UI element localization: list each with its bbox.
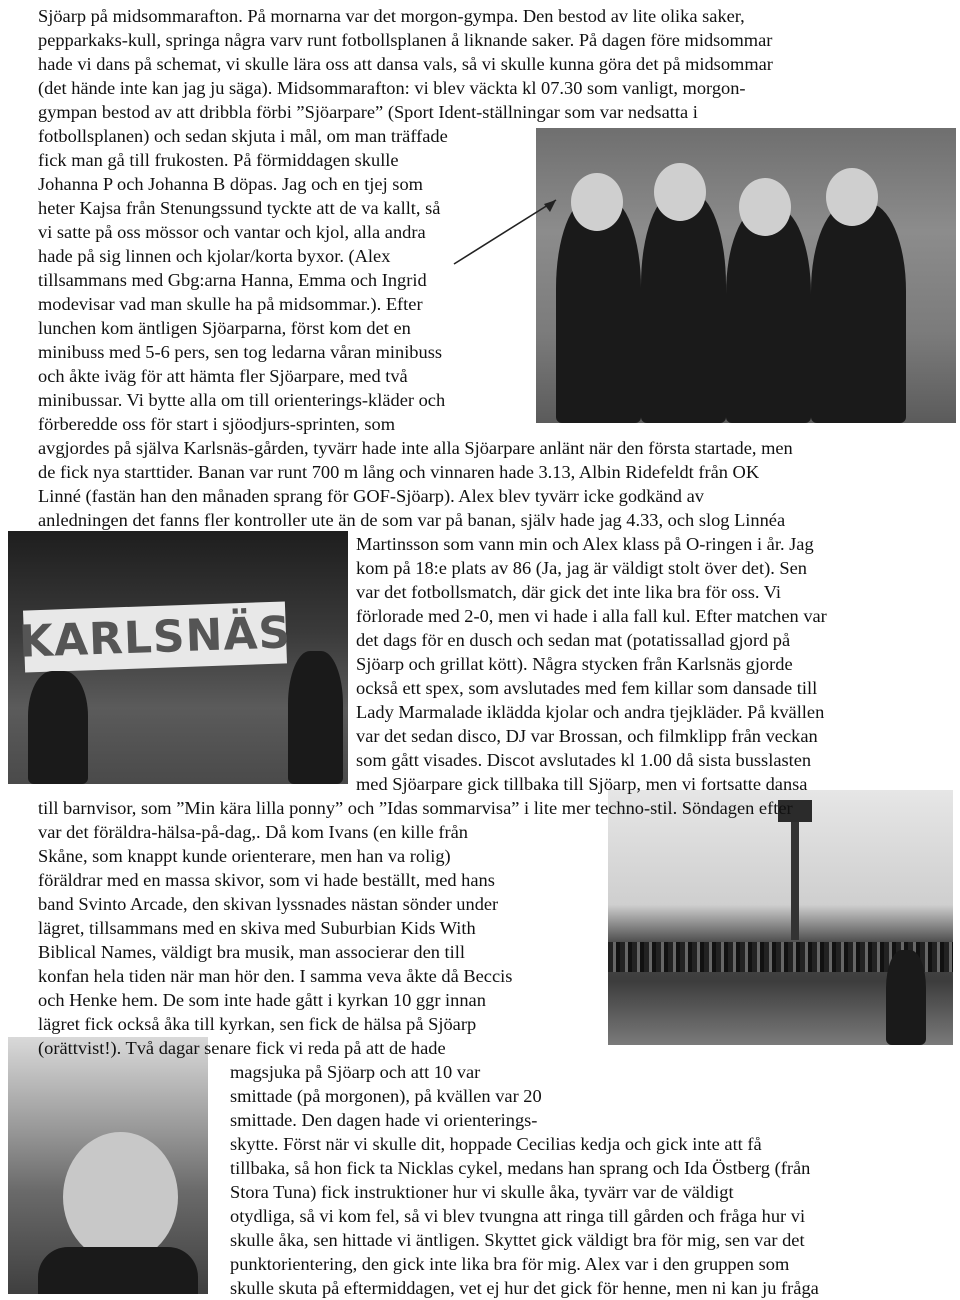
text-line: skulle skuta på eftermiddagen, vet ej hur det gick för henne, men ni kan ju fråga <box>230 1278 819 1298</box>
text-line: Martinsson som vann min och Alex klass på O-ringen i år. Jag <box>356 534 814 554</box>
person <box>811 203 906 423</box>
text-line: hade på sig linnen och kjolar/korta byxor. (Alex <box>38 246 391 266</box>
text-line: Sjöarp på midsommarafton. På mornarna var det morgon-gympa. Den bestod av lite olika saker, <box>38 6 745 26</box>
text-line: var det fotbollsmatch, där gick det inte lika bra för oss. Vi <box>356 582 782 602</box>
text-line: Lady Marmalade iklädda kjolar och andra tjejkläder. På kvällen <box>356 702 825 722</box>
photo-girl-portrait <box>8 1037 208 1294</box>
person <box>726 208 811 423</box>
text-line: magsjuka på Sjöarp och att 10 var <box>230 1062 481 1082</box>
person <box>28 671 88 784</box>
text-line: vi satte på oss mössor och vantar och kjol, alla andra <box>38 222 426 242</box>
text-line: Biblical Names, väldigt bra musik, man associerar den till <box>38 942 465 962</box>
text-line: tillbaka, så hon fick ta Nicklas cykel, medans han sprang och Ida Östberg (från <box>230 1158 811 1178</box>
photo-four-girls <box>536 128 956 423</box>
text-line: lägret, tillsammans med en skiva med Suburbian Kids With <box>38 918 476 938</box>
text-line: minibussar. Vi bytte alla om till orienterings-kläder och <box>38 390 446 410</box>
photo-karlsnas-banner <box>8 531 348 784</box>
text-line: minibuss med 5-6 pers, sen tog ledarna våran minibuss <box>38 342 443 362</box>
text-line: också ett spex, som avslutades med fem killar som dansade till <box>356 678 818 698</box>
text-line: de fick nya starttider. Banan var runt 700 m lång och vinnaren hade 3.13, Albin Ridefeldt från OK <box>38 462 760 482</box>
text-line: heter Kajsa från Stenungssund tyckte att de va kallt, så <box>38 198 441 218</box>
text-line: hade vi dans på schemat, vi skulle lära oss att dansa vals, så vi skulle kunna göra det på midsommar <box>38 54 773 74</box>
text-line: fick man gå till frukosten. På förmiddagen skulle <box>38 150 399 170</box>
person-head <box>739 178 791 236</box>
text-line: lägret fick också åka till kyrkan, sen fick de hälsa på Sjöarp <box>38 1014 477 1034</box>
text-line: fotbollsplanen) och sedan skjuta i mål, om man träffade <box>38 126 448 146</box>
person <box>641 193 726 423</box>
text-line: med Sjöarpare gick tillbaka till Sjöarp, men vi fortsatte dansa <box>356 774 808 794</box>
text-line: Skåne, som knappt kunde orienterare, men han va rolig) <box>38 846 451 866</box>
text-line: lunchen kom äntligen Sjöarparna, först kom det en <box>38 318 411 338</box>
text-line: smittade. Den dagen hade vi orienterings- <box>230 1110 538 1130</box>
text-line: till barnvisor, som ”Min kära lilla ponny” och ”Idas sommarvisa” i lite mer techno-stil. Söndagen efter <box>38 798 793 818</box>
photo-crowd-tower <box>608 790 953 1045</box>
text-line: skulle åka, sen hittade vi äntligen. Skyttet gick väldigt bra för mig, sen var det <box>230 1230 805 1250</box>
arrow-pointer <box>452 196 562 266</box>
text-line: föräldrar med en massa skivor, som vi hade beställt, med hans <box>38 870 495 890</box>
text-line: och Henke hem. De som inte hade gått i kyrkan 10 ggr innan <box>38 990 486 1010</box>
text-line: modevisar vad man skulle ha på midsommar.). Efter <box>38 294 423 314</box>
text-line: Sjöarp och grillat kött). Några stycken från Karlsnäs gjorde <box>356 654 793 674</box>
text-line: avgjordes på själva Karlsnäs-gården, tyvärr hade inte alla Sjöarpare anlänt när den första startade, men <box>38 438 793 458</box>
tower <box>791 810 799 940</box>
person <box>886 950 926 1045</box>
text-line: kom på 18:e plats av 86 (Ja, jag är väldigt stolt över det). Sen <box>356 558 807 578</box>
person-head <box>654 163 706 221</box>
text-line: band Svinto Arcade, den skivan lyssnades nästan sönder under <box>38 894 499 914</box>
text-line: var det sedan disco, DJ var Brossan, och filmklipp från veckan <box>356 726 818 746</box>
text-line: skytte. Först när vi skulle dit, hoppade Cecilias kedja och gick inte att få <box>230 1134 762 1154</box>
person-head <box>826 168 878 226</box>
person <box>288 651 343 784</box>
text-line: och åkte iväg för att hämta fler Sjöarpare, med två <box>38 366 408 386</box>
text-line: pepparkaks-kull, springa några varv runt fotbollsplanen å liknande saker. På dagen före midsommar <box>38 30 773 50</box>
text-line: (det hände inte kan jag ju säga). Midsommarafton: vi blev väckta kl 07.30 som vanligt, morgon- <box>38 78 746 98</box>
person <box>556 198 641 423</box>
text-line: konfan hela tiden när man hör den. I samma veva åkte då Beccis <box>38 966 513 986</box>
text-line: förlorade med 2-0, men vi hade i alla fall kul. Efter matchen var <box>356 606 827 626</box>
text-line: punktorientering, den gick inte lika bra för mig. Alex var i den gruppen som <box>230 1254 790 1274</box>
text-line: tillsammans med Gbg:arna Hanna, Emma och Ingrid <box>38 270 427 290</box>
text-line: det dags för en dusch och sedan mat (potatissallad gjord på <box>356 630 791 650</box>
text-line: smittade (på morgonen), på kvällen var 20 <box>230 1086 542 1106</box>
text-line: gympan bestod av att dribbla förbi ”Sjöarpare” (Sport Ident-ställningar som var nedsatta i <box>38 102 698 122</box>
banner-text: KARLSNÄS <box>18 606 292 668</box>
person-face <box>63 1132 178 1262</box>
text-line: var det föräldra-hälsa-på-dag,. Då kom Ivans (en kille från <box>38 822 468 842</box>
text-line: (orättvist!). Två dagar senare fick vi reda på att de hade <box>38 1038 446 1058</box>
banner <box>18 601 292 672</box>
text-line: otydliga, så vi kom fel, så vi blev tvungna att ringa till gården och fråga hur vi <box>230 1206 806 1226</box>
text-line: som gått visades. Discot avslutades kl 1.00 då sista busslasten <box>356 750 812 770</box>
person-head <box>571 173 623 231</box>
text-line: anledningen det fanns fler kontroller ute än de som var på banan, själv hade jag 4.33, och slog Linnéa <box>38 510 786 530</box>
text-line: Stora Tuna) fick instruktioner hur vi skulle åka, tyvärr var de väldigt <box>230 1182 734 1202</box>
text-line: Johanna P och Johanna B döpas. Jag och en tjej som <box>38 174 423 194</box>
text-line: Linné (fastän han den månaden sprang för GOF-Sjöarp). Alex blev tyvärr icke godkänd av <box>38 486 704 506</box>
person <box>38 1247 198 1294</box>
text-line: förberedde oss för start i sjöodjurs-sprinten, som <box>38 414 396 434</box>
